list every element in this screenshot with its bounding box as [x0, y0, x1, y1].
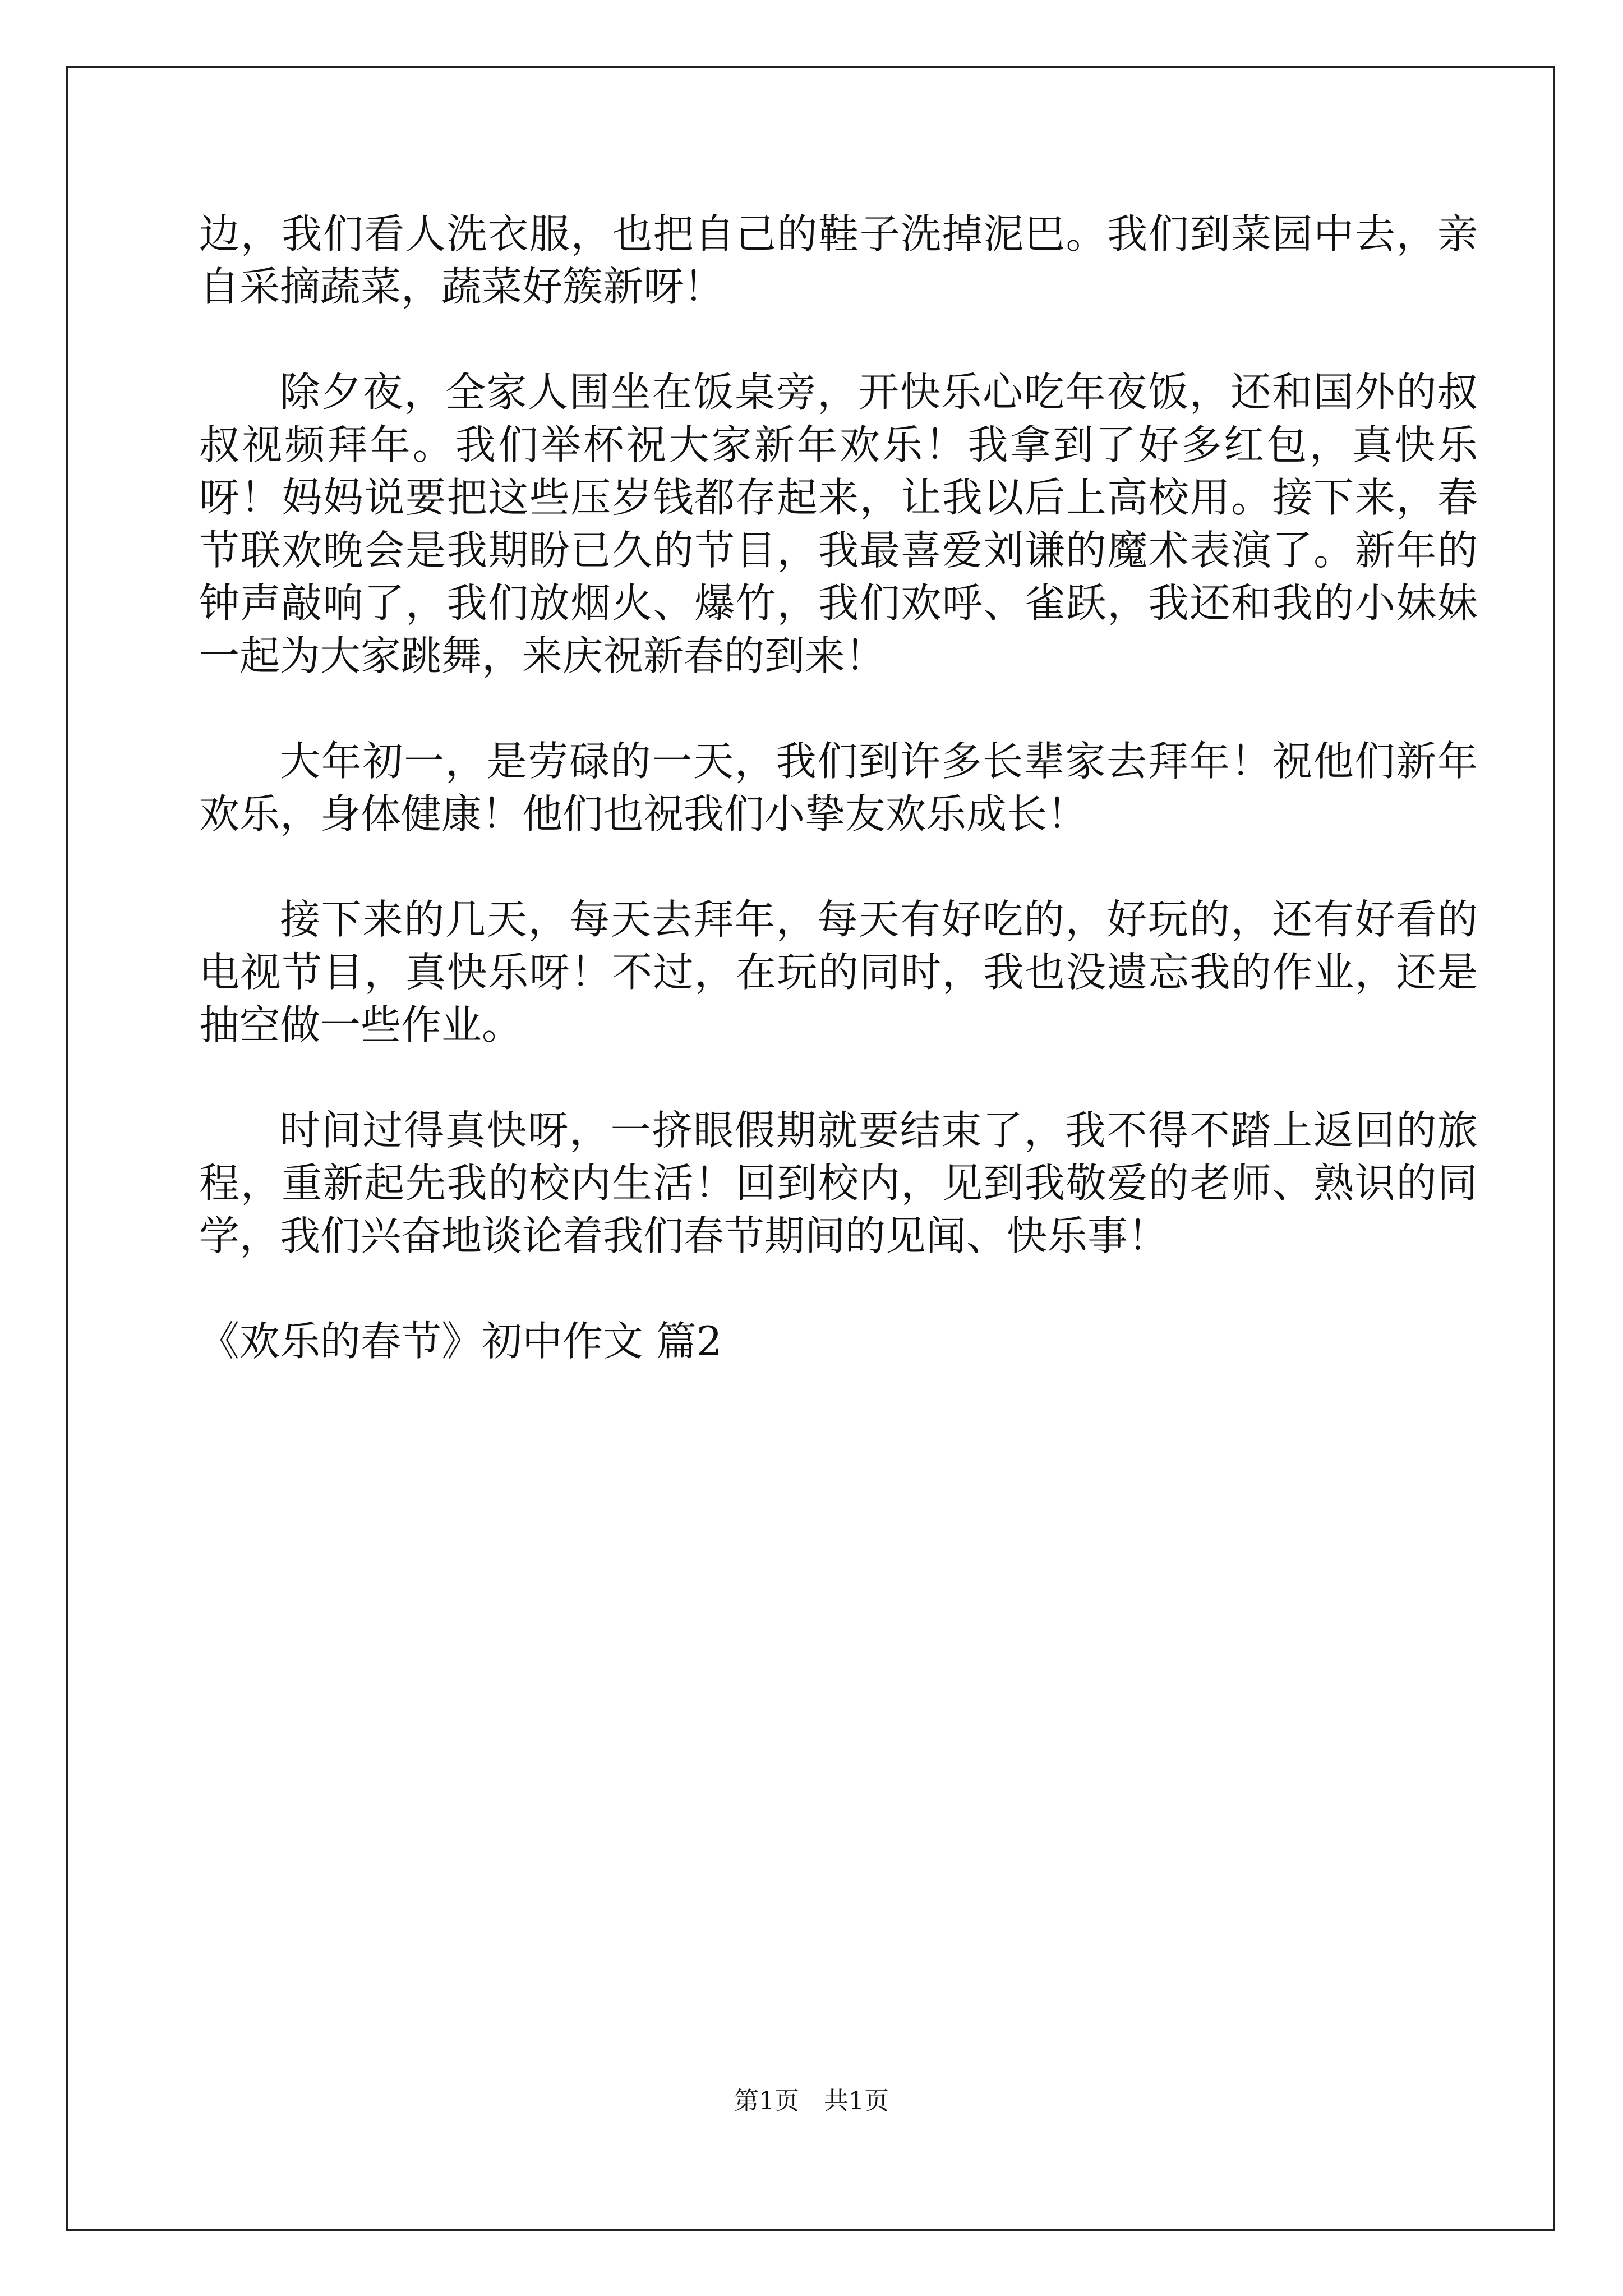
paragraph-2: 除夕夜，全家人围坐在饭桌旁，开快乐心吃年夜饭，还和国外的叔叔视频拜年。我们举杯祝大家新年欢乐！我拿到了好多红包，真快乐呀！妈妈说要把这些压岁钱都存起来，让我以后上高校用。接下来，春节联欢晚会是我期盼已久的节目，我最喜爱刘谦的魔术表演了。新年的钟声敲响了，我们放烟火、爆竹，我们欢呼、雀跃，我还和我的小妹妹一起为大家跳舞，来庆祝新春的到来！ [199, 369, 1478, 679]
page-footer: 第1页 共1页 [734, 2087, 889, 2115]
paragraph-4: 接下来的几天，每天去拜年，每天有好吃的，好玩的，还有好看的电视节目，真快乐呀！不过，在玩的同时，我也没遗忘我的作业，还是抽空做一些作业。 [199, 896, 1478, 1048]
section-heading: 《欢乐的春节》初中作文 篇2 [199, 1318, 722, 1365]
paragraph-3: 大年初一，是劳碌的一天，我们到许多长辈家去拜年！祝他们新年欢乐，身体健康！他们也祝我们小挚友欢乐成长！ [199, 738, 1478, 838]
document-body [199, 208, 1478, 1368]
paragraph-5: 时间过得真快呀，一挤眼假期就要结束了，我不得不踏上返回的旅程，重新起先我的校内生活！回到校内，见到我敬爱的老师、熟识的同学，我们兴奋地谈论着我们春节期间的见闻、快乐事！ [199, 1107, 1478, 1259]
paragraph-1: 边，我们看人洗衣服，也把自己的鞋子洗掉泥巴。我们到菜园中去，亲自采摘蔬菜，蔬菜好簇新呀！ [199, 210, 1478, 310]
